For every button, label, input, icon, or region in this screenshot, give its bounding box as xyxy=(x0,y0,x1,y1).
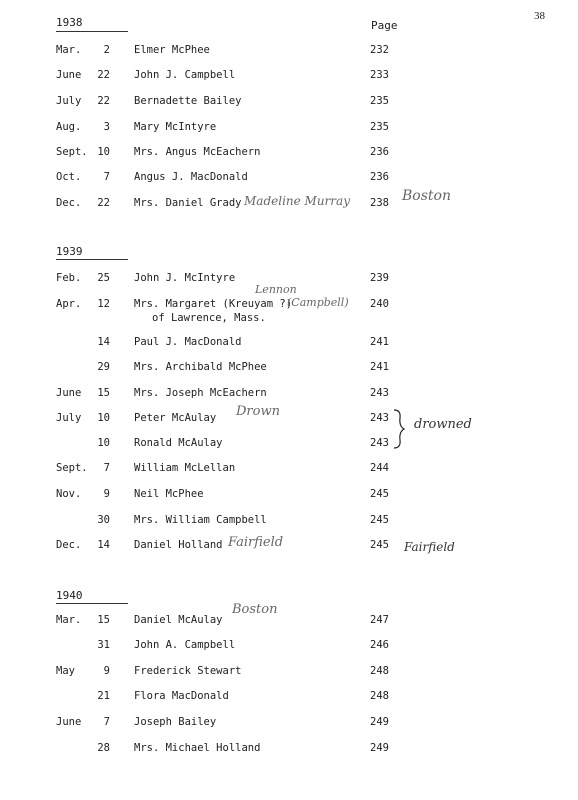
entry-page: 233 xyxy=(370,69,389,81)
entry-day: 15 xyxy=(97,387,110,399)
entry-page: 245 xyxy=(370,539,389,551)
entry-month: June xyxy=(56,69,82,81)
entry-name: Paul J. MacDonald xyxy=(134,336,242,348)
entry-day: 29 xyxy=(97,361,110,373)
entry-page: 239 xyxy=(370,272,389,284)
year-underline xyxy=(56,603,128,604)
entry-month: June xyxy=(56,387,82,399)
entry-name: John J. Campbell xyxy=(134,69,236,81)
entry-page: 236 xyxy=(370,171,389,183)
entry-page: 235 xyxy=(370,121,389,133)
entry-name: Mrs. Michael Holland xyxy=(134,742,261,754)
entry-page: 243 xyxy=(370,412,389,424)
entry-name: Mrs. Angus McEachern xyxy=(134,146,261,158)
entry-page: 248 xyxy=(370,690,389,702)
handwritten-note: Boston xyxy=(232,602,278,617)
handwritten-note: Madeline Murray xyxy=(244,194,350,208)
entry-page: 235 xyxy=(370,95,389,107)
entry-day: 14 xyxy=(97,336,110,348)
entry-page: 232 xyxy=(370,44,389,56)
handwritten-note: drowned xyxy=(414,417,472,432)
entry-page: 240 xyxy=(370,298,389,310)
handwritten-note: Fairfield xyxy=(404,540,455,554)
entry-name: Peter McAulay xyxy=(134,412,217,424)
entry-month: Nov. xyxy=(56,488,82,500)
entry-month: Oct. xyxy=(56,171,82,183)
entry-name: Ronald McAulay xyxy=(134,437,223,449)
entry-month: Sept. xyxy=(56,462,88,474)
year-heading: 1940 xyxy=(56,589,83,602)
entry-day: 14 xyxy=(97,539,110,551)
entry-name: Mary McIntyre xyxy=(134,121,217,133)
entry-name: Angus J. MacDonald xyxy=(134,171,248,183)
entry-name: Mrs. Margaret (Kreuyam ?) xyxy=(134,298,293,310)
entry-name: Elmer McPhee xyxy=(134,44,210,56)
entry-day: 9 xyxy=(103,488,110,500)
handwritten-bracket xyxy=(392,408,406,450)
handwritten-note: Boston xyxy=(402,188,451,204)
entry-month: July xyxy=(56,95,82,107)
entry-day: 9 xyxy=(103,665,110,677)
entry-page: 236 xyxy=(370,146,389,158)
entry-day: 22 xyxy=(97,95,110,107)
entry-day: 12 xyxy=(97,298,110,310)
entry-day: 7 xyxy=(103,171,110,183)
year-underline xyxy=(56,31,128,32)
entry-page: 243 xyxy=(370,387,389,399)
entry-page: 244 xyxy=(370,462,389,474)
entry-name: John A. Campbell xyxy=(134,639,236,651)
entry-name: William McLellan xyxy=(134,462,236,474)
entry-page: 245 xyxy=(370,514,389,526)
entry-day: 2 xyxy=(103,44,110,56)
entry-name: Daniel Holland xyxy=(134,539,223,551)
entry-day: 28 xyxy=(97,742,110,754)
entry-name: Mrs. William Campbell xyxy=(134,514,267,526)
entry-day: 10 xyxy=(97,412,110,424)
year-heading: 1939 xyxy=(56,245,83,258)
handwritten-note: Drown xyxy=(236,404,280,419)
entry-name: Mrs. Joseph McEachern xyxy=(134,387,267,399)
entry-name: Neil McPhee xyxy=(134,488,204,500)
entry-month: Dec. xyxy=(56,197,82,209)
entry-page: 241 xyxy=(370,336,389,348)
entry-month: Apr. xyxy=(56,298,82,310)
entry-page: 247 xyxy=(370,614,389,626)
entry-month: Aug. xyxy=(56,121,82,133)
entry-month: Mar. xyxy=(56,44,82,56)
entry-page: 249 xyxy=(370,742,389,754)
entry-month: Dec. xyxy=(56,539,82,551)
entry-day: 7 xyxy=(103,716,110,728)
entry-page: 249 xyxy=(370,716,389,728)
entry-month: Mar. xyxy=(56,614,82,626)
year-heading: 1938 xyxy=(56,16,83,29)
entry-day: 21 xyxy=(97,690,110,702)
entry-day: 10 xyxy=(97,437,110,449)
entry-day: 7 xyxy=(103,462,110,474)
entry-day: 30 xyxy=(97,514,110,526)
entry-month: July xyxy=(56,412,82,424)
handwritten-note: Fairfield xyxy=(228,535,284,550)
entry-page: 246 xyxy=(370,639,389,651)
entry-month: Sept. xyxy=(56,146,88,158)
entry-page: 248 xyxy=(370,665,389,677)
entry-page: 241 xyxy=(370,361,389,373)
entry-day: 22 xyxy=(97,69,110,81)
entry-name: Daniel McAulay xyxy=(134,614,223,626)
entry-name: Mrs. Daniel Grady xyxy=(134,197,242,209)
entry-name: Joseph Bailey xyxy=(134,716,217,728)
entry-month: June xyxy=(56,716,82,728)
entry-month: May xyxy=(56,665,75,677)
entry-page: 238 xyxy=(370,197,389,209)
entry-page: 243 xyxy=(370,437,389,449)
entry-name: Flora MacDonald xyxy=(134,690,229,702)
entry-day: 22 xyxy=(97,197,110,209)
page-number: 38 xyxy=(534,10,545,22)
entry-day: 3 xyxy=(103,121,110,133)
handwritten-note: (Campbell) xyxy=(287,296,349,309)
page-column-header: Page xyxy=(371,19,398,32)
entry-name-line2: of Lawrence, Mass. xyxy=(152,312,266,324)
year-underline xyxy=(56,259,128,260)
entry-name: Mrs. Archibald McPhee xyxy=(134,361,267,373)
entry-page: 245 xyxy=(370,488,389,500)
entry-day: 25 xyxy=(97,272,110,284)
entry-name: Frederick Stewart xyxy=(134,665,242,677)
entry-month: Feb. xyxy=(56,272,82,284)
handwritten-note: Lennon xyxy=(255,283,297,296)
entry-day: 31 xyxy=(97,639,110,651)
entry-name: Bernadette Bailey xyxy=(134,95,242,107)
entry-day: 15 xyxy=(97,614,110,626)
entry-name: John J. McIntyre xyxy=(134,272,236,284)
entry-day: 10 xyxy=(97,146,110,158)
